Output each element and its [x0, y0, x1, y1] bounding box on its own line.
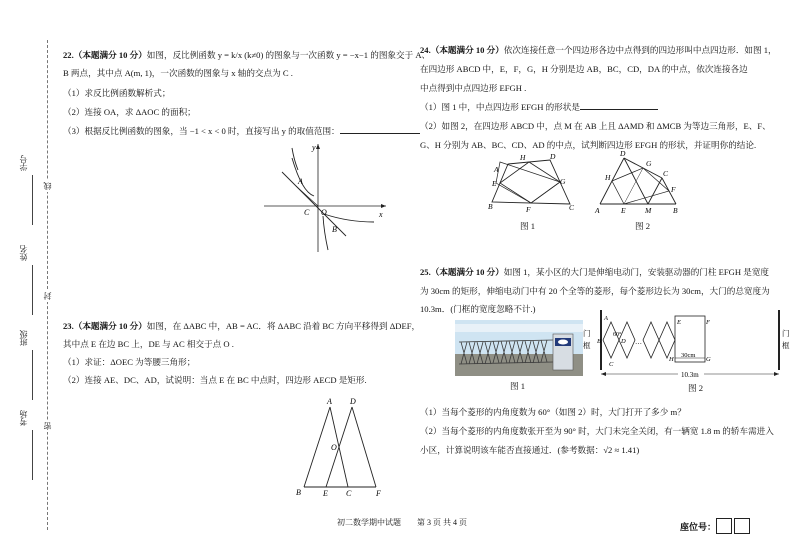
q24-answer-blank[interactable]: [580, 109, 658, 110]
q24-text-2: 在四边形 ABCD 中，E，F，G，H 分别是边 AB，BC，CD，DA 的中点，依次连接各边: [420, 64, 748, 74]
q22-part-1: （1）求反比例函数解析式；: [63, 88, 171, 98]
q22-function-graph: [262, 140, 392, 255]
q24-fig1-label-d: D: [550, 152, 556, 161]
q24-fig2-label-g: G: [646, 159, 652, 168]
q23-text-2: 其中点 E 在边 BC 上，DE 与 AC 相交于点 O .: [63, 339, 234, 349]
q23-triangle-figure: [290, 395, 390, 500]
q25-label-d: D: [621, 338, 626, 345]
cut-line: [47, 40, 48, 530]
q25-label-e: E: [677, 319, 681, 326]
q23-label-c: C: [346, 489, 352, 498]
q25-label-f: F: [706, 319, 710, 326]
q23-part-1: （1）求证：ΔOEC 为等腰三角形；: [63, 357, 196, 367]
q22-part-3: [63, 125, 420, 137]
q23-text-1: 如图，在 ΔABC 中，AB = AC．将 ΔABC 沿着 BC 方向平移得到 ΔDEF，: [146, 321, 421, 331]
q24-fig2-label-h: H: [605, 173, 611, 182]
q25-label-c: C: [609, 361, 614, 368]
student-id-field[interactable]: [32, 175, 33, 225]
q24-text-3: 中点得到中点四边形 EFGH .: [420, 83, 527, 93]
q25-fig1-caption: 图 1: [510, 381, 526, 391]
q22-part-2: （2）连接 OA，求 ΔAOC 的面积；: [63, 107, 196, 117]
q25-line-1: [420, 266, 769, 278]
q25-gate-photo: [455, 320, 583, 376]
q25-door-frame-right-2: 框: [782, 341, 790, 350]
q24-fig2-label-a: A: [595, 206, 600, 215]
name-label: 姓名: [19, 245, 28, 261]
q22-graph-label-o: O: [321, 208, 327, 217]
q23-label-a: A: [327, 397, 332, 406]
q23-line-1: [63, 320, 420, 332]
q24-fig1-label-g: G: [560, 177, 566, 186]
q24-part-1-text: （1）图 1 中，中点四边形 EFGH 的形状是: [420, 102, 580, 112]
q25-angle-label: 60°: [613, 332, 622, 338]
q24-fig1-label-e: E: [492, 179, 497, 188]
q24-part-1: [420, 101, 658, 113]
seat-number-box-2[interactable]: [734, 518, 750, 534]
name-field[interactable]: [32, 265, 33, 315]
q25-door-frame-left-1: 门: [583, 329, 591, 338]
q23-label-f: F: [376, 489, 381, 498]
q25-label-a: A: [604, 315, 608, 322]
exam-room-label: 考场: [19, 410, 28, 426]
q24-figure-2: [590, 150, 690, 220]
q22-graph-label-y: y: [312, 143, 316, 152]
q24-fig2-caption: 图 2: [635, 221, 651, 231]
q23-label-b: B: [296, 488, 301, 497]
q24-fig1-label-a: A: [494, 165, 499, 174]
q22-text-2: B 两点，其中点 A(m, 1)，一次函数的图象与 x 轴的交点为 C .: [63, 68, 293, 78]
q23-heading: 23.（本题满分 10 分）: [63, 321, 147, 331]
class-label: 班级: [19, 330, 28, 346]
seal-mark-line: 线: [43, 182, 52, 190]
q25-part-2b: 小区，计算说明该车能否直接通过．(参考数据：√2 ≈ 1.41): [420, 445, 640, 455]
q24-heading: 24.（本题满分 10 分）: [420, 45, 504, 55]
q22-heading: 22.（本题满分 10 分）: [63, 50, 147, 60]
q25-text-1: 如图 1，某小区的大门是伸缩电动门，安装驱动器的门柱 EFGH 是宽度: [503, 267, 770, 277]
q25-label-g: G: [706, 356, 711, 363]
q25-total-width-label: 10.3m: [681, 371, 699, 379]
class-field[interactable]: [32, 350, 33, 400]
q25-part-2a: （2）当每个菱形的内角度数张开至为 90° 时，大门未完全关闭，有一辆宽 1.8 m 的轿车需进入: [420, 426, 774, 436]
seat-number-box-1[interactable]: [716, 518, 732, 534]
q24-fig1-label-h: H: [520, 153, 526, 162]
exam-room-field[interactable]: [32, 430, 33, 480]
q22-graph-label-c: C: [304, 208, 310, 217]
q22-graph-label-a: A: [298, 177, 303, 186]
q24-fig1-label-f: F: [526, 205, 531, 214]
q22-text-1: 如图，反比例函数 y = k/x (k≠0) 的图象与一次函数 y = −x−1 的图象交于 A、: [146, 50, 431, 60]
q24-fig2-label-b: B: [673, 206, 678, 215]
page-footer: 初二数学期中试题 第 3 页 共 4 页: [337, 518, 467, 527]
q25-part-1: （1）当每个菱形的内角度数为 60°（如图 2）时，大门打开了多少 m？: [420, 407, 686, 417]
q24-fig2-label-m: M: [645, 206, 652, 215]
q22-part-3-text: （3）根据反比例函数的图象，当 −1 < x < 0 时，直接写出 y 的取值范围：: [63, 126, 340, 136]
q25-fig2-caption: 图 2: [688, 383, 704, 393]
seal-mark-secret: 密: [43, 422, 52, 430]
q25-heading: 25.（本题满分 10 分）: [420, 267, 504, 277]
q23-part-2: （2）连接 AE、DC、AD，试说明：当点 E 在 BC 中点时，四边形 AECD 是矩形.: [63, 375, 367, 385]
q25-width-label: 30cm: [681, 352, 696, 359]
q24-part-2a: （2）如图 2，在四边形 ABCD 中，点 M 在 AB 上且 ΔAMD 和 ΔMCB 为等边三角形，E、F、: [420, 121, 771, 131]
q22-line-1: [63, 49, 430, 61]
q24-fig2-label-d: D: [620, 149, 626, 158]
q25-text-2: 为 30cm 的矩形，伸缩电动门中有 20 个全等的菱形，每个菱形边长为 30cm，大门的总宽度为: [420, 286, 770, 296]
q23-label-d: D: [350, 397, 356, 406]
q25-text-3: 10.3m．(门框的宽度忽略不计.): [420, 304, 536, 314]
q23-label-e: E: [323, 489, 328, 498]
q24-fig1-label-c: C: [569, 203, 575, 212]
q24-fig2-label-c: C: [663, 169, 669, 178]
q24-fig1-caption: 图 1: [520, 221, 536, 231]
q25-label-b: B: [597, 338, 601, 345]
q22-answer-blank[interactable]: [340, 133, 420, 134]
q25-dots: …: [635, 338, 642, 346]
q24-fig2-label-f: F: [671, 185, 676, 194]
q22-graph-label-x: x: [379, 210, 383, 219]
seal-mark-seal: 封: [43, 292, 52, 300]
q24-part-2b: G、H 分别为 AB、BC、CD、AD 的中点，试判断四边形 EFGH 的形状，并证明你的结论.: [420, 140, 757, 150]
q24-fig2-label-e: E: [621, 206, 626, 215]
q24-text-1: 依次连接任意一个四边形各边中点得到的四边形叫中点四边形．如图 1，: [503, 45, 777, 55]
q25-door-frame-right-1: 门: [782, 329, 790, 338]
q25-door-frame-left-2: 框: [583, 341, 591, 350]
q24-line-1: [420, 44, 777, 56]
q23-label-o: O: [331, 443, 337, 452]
seat-number-label: 座位号：: [680, 522, 717, 532]
q25-label-h: H: [669, 356, 674, 363]
q22-graph-label-b: B: [332, 225, 337, 234]
q25-gate-diagram: [583, 308, 788, 382]
q24-fig1-label-b: B: [488, 202, 493, 211]
student-id-label: 学号: [19, 155, 28, 171]
